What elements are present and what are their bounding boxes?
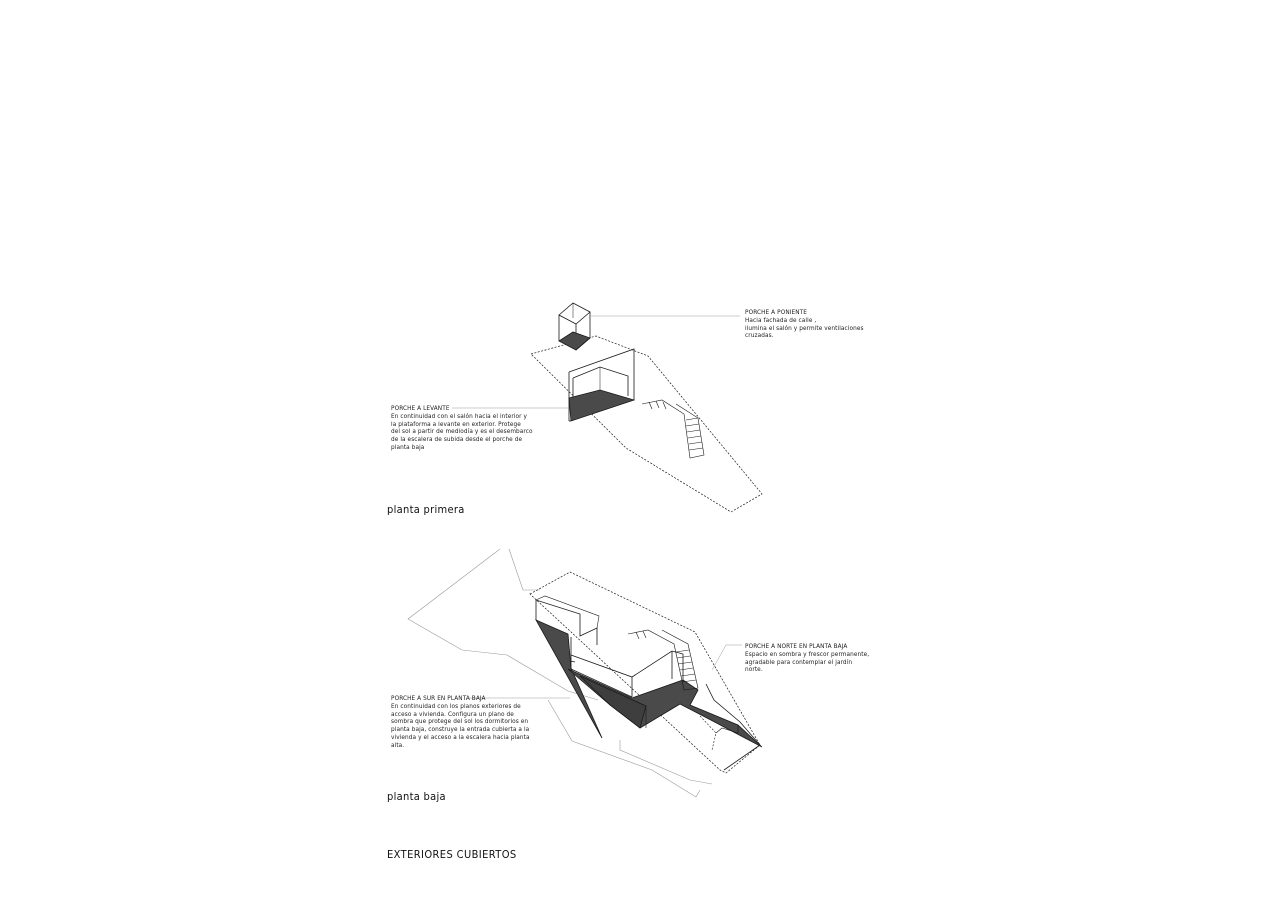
note-porche-norte — [745, 643, 905, 674]
roof-outline-lower — [530, 572, 760, 773]
note-line: acceso a vivienda. Configura un plano de — [391, 709, 514, 718]
stair-lower — [628, 630, 698, 690]
note-line: ilumina el salón y permite ventilaciones — [745, 323, 864, 332]
sur-shadow-low — [580, 676, 646, 728]
note-line: alta. — [391, 740, 405, 749]
note-line: En continuidad con el salón hacia el interior y — [391, 411, 528, 420]
note-line: En continuidad con los planos exteriores de — [391, 701, 521, 710]
stair-upper — [642, 400, 704, 458]
levante-shadow — [569, 390, 634, 421]
note-line: cruzadas. — [745, 331, 774, 340]
note-line: sombra que protege del sol los dormitorios en — [391, 717, 529, 726]
poniente-shadow — [559, 332, 590, 350]
main-volume — [536, 596, 762, 747]
axonometric-planta-baja — [408, 549, 762, 797]
note-line: agradable para contemplar el jardín — [745, 657, 853, 666]
sheet-title: EXTERIORES CUBIERTOS — [387, 848, 517, 861]
site-outline-upper — [531, 336, 762, 512]
note-line: planta baja, construye la entrada cubierta a la — [391, 725, 530, 734]
note-line: Espacio en sombra y frescor permanente, — [745, 649, 870, 658]
note-line: planta baja — [391, 442, 425, 451]
note-porche-levante-title: PORCHE A LEVANTE — [391, 404, 450, 412]
note-line: norte. — [745, 665, 763, 674]
note-line: vivienda y el acceso a la escalera hacia planta — [391, 732, 530, 741]
note-line: del sol a partir de mediodía y es el desembarco — [391, 427, 533, 436]
note-line: la plataforma a levante en exterior. Protege — [391, 419, 521, 428]
note-porche-sur — [391, 695, 551, 750]
label-planta-baja: planta baja — [387, 790, 446, 803]
note-line: Hacia fachada de calle , — [745, 315, 817, 324]
note-porche-poniente-title: PORCHE A PONIENTE — [745, 308, 807, 316]
note-porche-norte-title: PORCHE A NORTE EN PLANTA BAJA — [745, 642, 848, 650]
note-porche-levante — [391, 405, 551, 452]
terrain-lines — [408, 549, 712, 797]
note-line: de la escalera de subida desde el porche de — [391, 435, 523, 444]
note-porche-sur-title: PORCHE A SUR EN PLANTA BAJA — [391, 694, 486, 702]
note-porche-poniente — [745, 309, 905, 340]
label-planta-primera: planta primera — [387, 503, 465, 516]
poniente-box — [559, 303, 590, 350]
leader-norte — [712, 645, 742, 670]
levante-frame — [569, 349, 634, 421]
